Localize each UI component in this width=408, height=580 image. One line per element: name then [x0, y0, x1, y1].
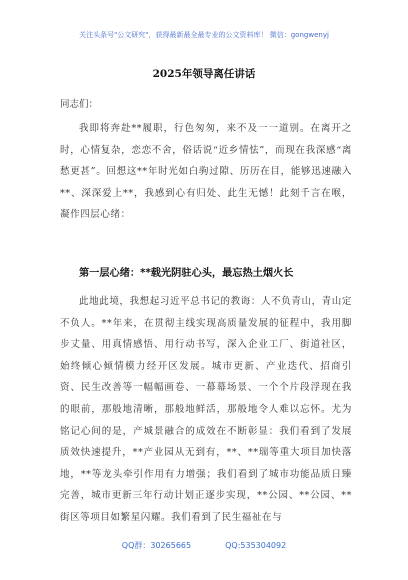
- section-heading: 第一层心绪：**载光阴驻心头，最忘热土烟火长: [79, 268, 294, 279]
- paragraph-body: 此地此境，我想起习近平总书记的教诲：人不负青山，青山定不负人。**年来，在贯彻主线实现高质量发展的征程中，我用脚步丈量、用真情感悟、用行动书写，深入企业工厂、街道社区，始终倾心倾情模力经开区发展。城市更新、产业迭代、招商引资、民生改善等一幅幅画卷、一幕幕场景、一个个片段浮现在我的眼前，那般地清晰，那般地鲜活，那般地令人难以忘怀。尤为铭记心间的是，产城景融合的成效在不断彰显：我们看到了发展质效快速提升，**产业园从无到有，**、**瑞等重大项目加快落地，**等龙头牵引作用有力增强；我们看到了城市功能品质日臻完善，城市更新三年行动计划正逐步实现，**公园、**公园、**街区等项目如繁星闪耀。我们看到了民生福祉在与: [60, 296, 352, 523]
- paragraph-intro: 我即将奔赴**履职，行色匆匆，来不及一一道别。在离开之时，心情复杂，恋恋不舍，俗话说“近乡情怯”，而现在我深感“离愁更甚”。回想这**年时光如白驹过隙、历历在目，能够迅速融入**、深深爱上**，我感到心有归处、此生无憾！此刻千言在喉，凝作四层心绪：: [60, 123, 352, 221]
- header-note: 关注头条号"公文研究"，获得最新最全最专业的公文资料库！ 微信：gongwenyj: [79, 31, 329, 39]
- salutation: 同志们：: [60, 99, 99, 110]
- footer-qq-group: QQ群：30265665: [121, 541, 192, 550]
- document-title: 2025年领导离任讲话: [152, 68, 256, 80]
- footer-qq: QQ:535304092: [225, 541, 287, 550]
- footer: [0, 540, 408, 551]
